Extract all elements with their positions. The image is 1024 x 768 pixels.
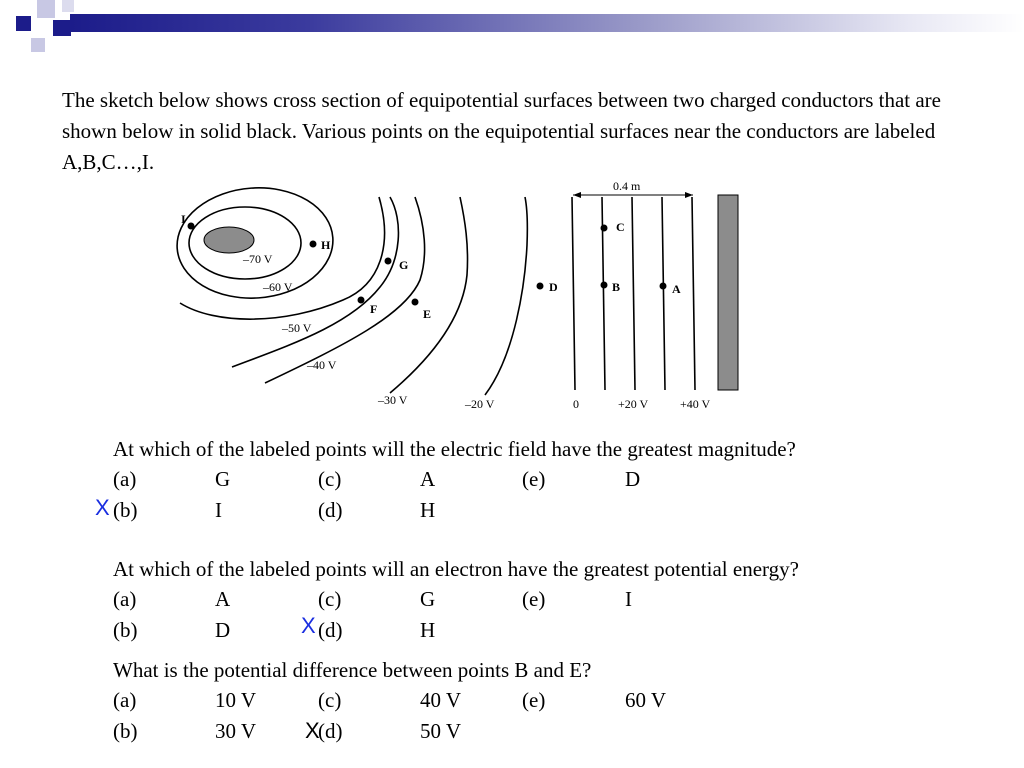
option-value: H [420, 618, 436, 642]
option-value: H [420, 498, 436, 522]
header-gradient-bar [70, 14, 1024, 32]
answer-row [113, 685, 667, 716]
equipotential-line [232, 197, 398, 367]
point-h-dot [310, 241, 317, 248]
answer-mark-q3: X [305, 718, 320, 743]
question-1 [113, 434, 796, 526]
option-value: G [420, 587, 436, 611]
option-letter: (d) [318, 719, 343, 743]
potential-label: +40 V [680, 397, 711, 411]
option-value: D [215, 618, 231, 642]
option-letter: (d) [318, 618, 343, 642]
potential-label: –50 V [282, 321, 312, 335]
equipotential-line [572, 197, 575, 390]
option-letter: (e) [522, 688, 546, 712]
point-label: E [423, 307, 432, 321]
option-value: 40 V [420, 688, 462, 712]
answer-row [113, 464, 796, 495]
header-square-dark [16, 16, 31, 31]
potential-label: –60 V [263, 280, 293, 294]
option-value: A [215, 587, 231, 611]
intro-paragraph: The sketch below shows cross section of equipotential surfaces between two charged conductors that are shown below in solid black. Various points on the equipotential surfaces near the conductors are labeled A,B,C…,I. [62, 88, 941, 174]
option-letter: (a) [113, 688, 137, 712]
potential-label: –70 V [243, 252, 273, 266]
question-stem: At which of the labeled points will the electric field have the greatest magnitude? [113, 437, 796, 461]
potential-label: –40 V [307, 358, 337, 372]
dimension-arrow-left [573, 192, 581, 198]
option-value: I [215, 498, 222, 522]
option-letter: (a) [113, 587, 137, 611]
width-label: 0.4 m [613, 179, 641, 193]
point-label: I [181, 212, 186, 226]
answer-row [113, 716, 591, 747]
option-letter: (a) [113, 467, 137, 491]
option-letter: (b) [113, 498, 138, 522]
point-b-dot [601, 282, 608, 289]
header-square-light [37, 0, 55, 18]
option-value: I [625, 587, 632, 611]
left-conductor [204, 227, 254, 253]
point-a-dot [660, 283, 667, 290]
option-value: 50 V [420, 719, 462, 743]
point-i-dot [188, 223, 195, 230]
point-g-dot [385, 258, 392, 265]
question-3 [113, 655, 667, 747]
option-value: D [625, 467, 641, 491]
question-2 [113, 554, 799, 646]
equipotential-line [485, 197, 527, 395]
option-letter: (e) [522, 467, 546, 491]
answer-mark-q1: X [95, 495, 110, 520]
option-value: A [420, 467, 436, 491]
equipotential-line [692, 197, 695, 390]
option-letter: (c) [318, 467, 342, 491]
answer-mark-q2: X [301, 613, 316, 638]
option-value: 60 V [625, 688, 667, 712]
equipotential-line [390, 197, 468, 393]
option-letter: (e) [522, 587, 546, 611]
potential-label: –20 V [465, 397, 495, 411]
answer-row [113, 495, 796, 526]
point-e-dot [412, 299, 419, 306]
point-label: D [549, 280, 558, 294]
header-square-light [62, 0, 74, 12]
answer-row [113, 615, 799, 646]
header-square-dark [53, 20, 71, 36]
option-letter: (b) [113, 719, 138, 743]
question-stem: What is the potential difference between points B and E? [113, 658, 592, 682]
equipotential-figure [175, 175, 775, 415]
option-value: 10 V [215, 688, 257, 712]
point-d-dot [537, 283, 544, 290]
point-label: F [370, 302, 378, 316]
potential-label: +20 V [618, 397, 649, 411]
question-stem: At which of the labeled points will an electron have the greatest potential energy? [113, 557, 799, 581]
potential-label: 0 [573, 397, 579, 411]
option-letter: (c) [318, 688, 342, 712]
answer-row [113, 584, 799, 615]
header-square-light [31, 38, 45, 52]
option-value: 30 V [215, 719, 257, 743]
point-label: B [612, 280, 621, 294]
option-letter: (b) [113, 618, 138, 642]
equipotential-line [632, 197, 635, 390]
option-letter: (c) [318, 587, 342, 611]
point-label: G [399, 258, 409, 272]
point-label: C [616, 220, 625, 234]
point-c-dot [601, 225, 608, 232]
point-label: A [672, 282, 681, 296]
option-letter: (d) [318, 498, 343, 522]
right-conductor [718, 195, 738, 390]
point-label: H [321, 238, 331, 252]
point-f-dot [358, 297, 365, 304]
potential-label: –30 V [378, 393, 408, 407]
equipotential-line [662, 197, 665, 390]
option-value: G [215, 467, 231, 491]
